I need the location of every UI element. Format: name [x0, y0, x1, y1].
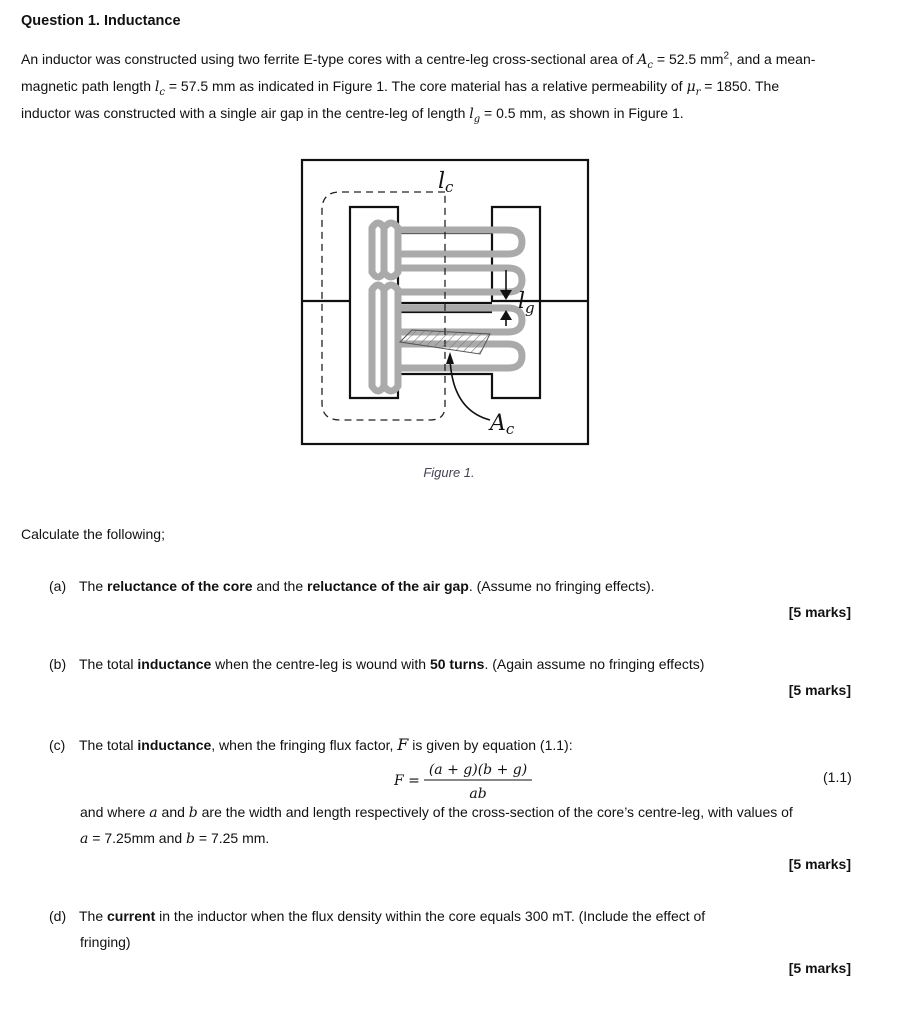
subscript: c — [159, 86, 165, 98]
intro-text: = 1850. The — [700, 78, 780, 94]
part-d — [49, 908, 705, 924]
intro-text: An inductor was constructed using two ferrite E-type cores with a centre-leg cross-sectional area of — [21, 51, 634, 67]
intro-text: = 0.5 mm, as shown in Figure 1. — [480, 105, 684, 121]
intro-line-1 — [21, 46, 891, 73]
symbol-mu: μ — [686, 79, 696, 95]
coil-windings — [372, 223, 522, 391]
part-bold: current — [107, 908, 156, 924]
symbol-a: a — [80, 831, 89, 847]
part-c-where — [80, 804, 793, 821]
part-text: = 7.25 mm. — [195, 830, 270, 846]
symbol-f: F — [397, 735, 409, 754]
svg-text:ab: ab — [469, 786, 487, 802]
part-a — [49, 578, 655, 594]
equation-number: (1.1) — [823, 769, 852, 785]
part-text: when the centre-leg is wound with — [211, 656, 430, 672]
marks-b: [5 marks] — [788, 682, 851, 698]
part-label: (b) — [49, 656, 67, 672]
part-text: The — [79, 908, 108, 924]
intro-text: = 57.5 mm as indicated in Figure 1. The core material has a relative permeability of — [164, 78, 687, 94]
part-c — [49, 735, 573, 754]
part-text: The total — [79, 737, 138, 753]
part-label: (d) — [49, 908, 67, 924]
figure-caption: Figure 1. — [423, 465, 475, 480]
svg-text:(a + g)(b + g): (a + g)(b + g) — [428, 762, 528, 778]
part-text: are the width and length respectively of the cross-section of the core’s centre-leg, with values of — [197, 804, 793, 820]
part-label: (c) — [49, 737, 66, 753]
label-lc: lc — [438, 169, 454, 196]
part-text: and — [157, 804, 189, 820]
part-bold: 50 turns — [429, 656, 485, 672]
part-bold: reluctance of the core — [107, 578, 253, 594]
part-d-cont: fringing) — [80, 934, 131, 950]
equation-1-1 — [394, 760, 574, 804]
symbol-b: b — [188, 805, 198, 821]
part-b — [49, 656, 704, 672]
part-text: . (Assume no fringing effects). — [468, 578, 655, 594]
lower-e-core — [350, 301, 540, 398]
label-lg: $l_g$ — [518, 289, 535, 317]
marks-d: [5 marks] — [788, 960, 851, 976]
intro-text: inductor was constructed with a single air gap in the centre-leg of length — [21, 105, 470, 121]
part-bold: inductance — [137, 737, 212, 753]
part-text: and where — [80, 804, 150, 820]
svg-text:F =: F = — [394, 773, 420, 789]
symbol-l: l — [469, 106, 474, 122]
intro-line-3 — [21, 100, 891, 127]
part-text: The total — [79, 656, 138, 672]
label-ac: Ac — [490, 411, 515, 438]
intro-line-2 — [21, 73, 891, 100]
subscript: g — [473, 113, 481, 125]
part-text: The — [79, 578, 108, 594]
subscript: r — [695, 86, 701, 98]
cross-section-hatch — [400, 330, 490, 354]
inductor-core-figure — [300, 158, 592, 448]
question-intro — [21, 46, 891, 127]
part-text: and the — [252, 578, 308, 594]
part-text: . (Again assume no fringing effects) — [484, 656, 705, 672]
question-title: Question 1. Inductance — [21, 13, 181, 29]
part-text: = 7.25mm and — [88, 830, 187, 846]
superscript: 2 — [723, 50, 729, 62]
marks-c: [5 marks] — [788, 856, 851, 872]
marks-a: [5 marks] — [788, 604, 851, 620]
symbol-l: l — [154, 79, 160, 95]
calc-intro: Calculate the following; — [21, 526, 165, 542]
symbol-b: b — [186, 831, 195, 847]
symbol-a: A — [637, 52, 648, 68]
part-bold: reluctance of the air gap — [307, 578, 469, 594]
part-text: in the inductor when the flux density within the core equals 300 mT. (Include the effect of — [155, 908, 706, 924]
symbol-a: a — [149, 805, 158, 821]
part-bold: inductance — [137, 656, 212, 672]
subscript: c — [647, 59, 654, 71]
part-text: , when the fringing flux factor, — [211, 737, 398, 753]
part-c-values — [80, 830, 269, 847]
intro-text: , and a mean- — [729, 51, 816, 67]
part-label: (a) — [49, 578, 67, 594]
part-text: is given by equation (1.1): — [408, 737, 573, 753]
intro-text: = 52.5 mm — [653, 51, 724, 67]
intro-text: magnetic path length — [21, 78, 155, 94]
